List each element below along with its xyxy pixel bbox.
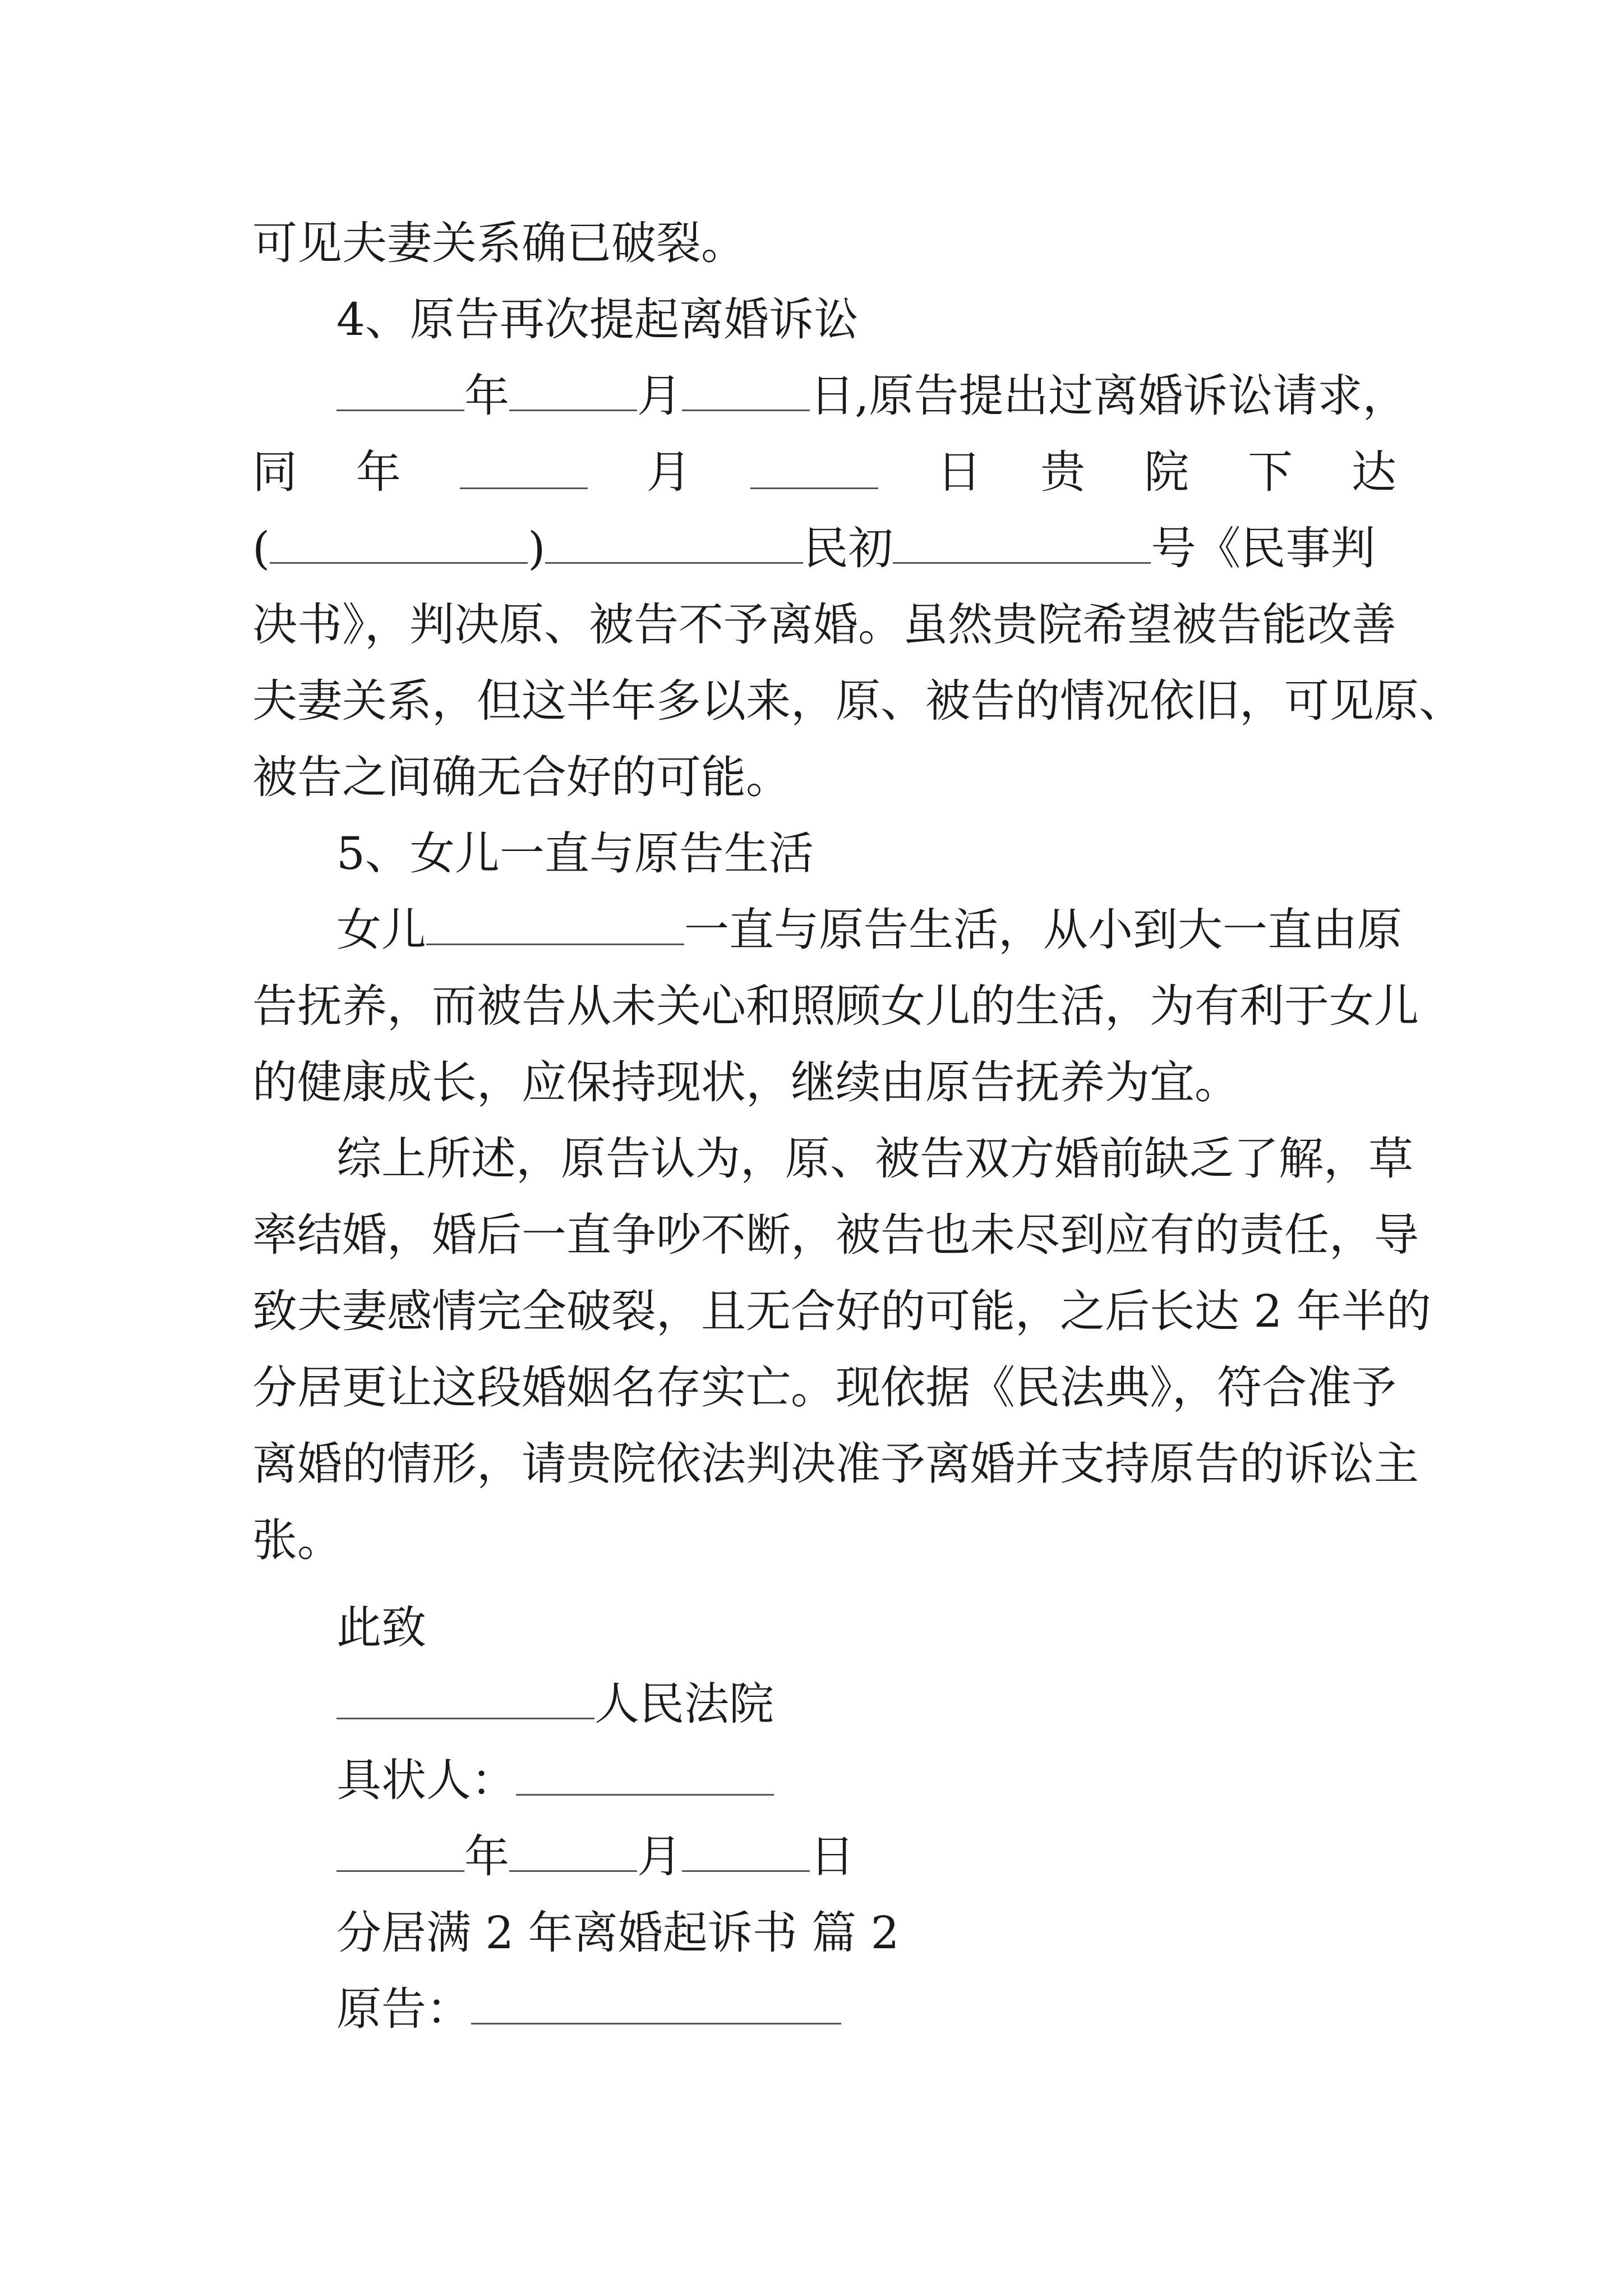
paragraph-line: 的健康成长，应保持现状，继续由原告抚养为宜。 <box>252 1056 1239 1108</box>
blank-day <box>682 372 810 411</box>
text-fragment: 月 <box>637 1830 682 1883</box>
court-addressee <box>336 1665 1396 1743</box>
paragraph-line <box>252 433 1396 512</box>
paragraph-line: 致夫妻感情完全破裂，且无合好的可能，之后长达 2 年半的 <box>252 1285 1431 1337</box>
text-fragment: 日,原告提出过离婚诉讼请求， <box>810 370 1408 422</box>
blank-case-year <box>270 525 528 564</box>
text-fragment: 年 <box>464 1830 509 1883</box>
paragraph-line: 张。 <box>252 1514 342 1566</box>
text-fragment: 原告： <box>336 1983 471 2035</box>
text-fragment: 月 <box>646 446 691 498</box>
paragraph-line <box>336 891 1402 969</box>
document-title: 分居满 2 年离婚起诉书 篇 2 <box>336 1907 900 1959</box>
paragraph-line: 可见夫妻关系确已破裂。 <box>252 217 746 269</box>
paragraph-line: 告抚养，而被告从未关心和照顾女儿的生活，为有利于女儿 <box>252 980 1419 1032</box>
blank-case-number <box>893 525 1151 564</box>
text-fragment: 具状人： <box>336 1754 516 1806</box>
salutation: 此致 <box>336 1602 426 1654</box>
blank-sign-year <box>336 1833 464 1872</box>
text-fragment: 年 <box>464 370 509 422</box>
blank-daughter-name <box>426 907 684 945</box>
blank-year <box>336 372 464 411</box>
text-fragment: 一直与原告生活，从小到大一直由原 <box>684 904 1402 956</box>
paragraph-line: 夫妻关系，但这半年多以来，原、被告的情况依旧，可见原、 <box>252 675 1464 727</box>
text-fragment: ) <box>528 522 546 574</box>
paragraph-line <box>336 357 1408 435</box>
blank-month <box>509 372 637 411</box>
text-fragment: 下 <box>1248 446 1293 498</box>
paragraph-line: 分居更让这段婚姻名存实亡。现依据《民法典》，符合准予 <box>252 1361 1396 1414</box>
text-fragment: 女儿 <box>336 904 426 956</box>
paragraph-line <box>252 509 1396 588</box>
text-fragment: ( <box>252 522 270 574</box>
blank-day-same-year <box>750 450 878 489</box>
section-heading: 4、原告再次提起离婚诉讼 <box>336 293 859 346</box>
signature-date <box>336 1818 1396 1896</box>
signatory <box>336 1741 1396 1820</box>
text-fragment: 日 <box>937 446 982 498</box>
paragraph-line: 综上所述，原告认为，原、被告双方婚前缺乏了解，草 <box>336 1133 1413 1185</box>
paragraph-line: 被告之间确无合好的可能。 <box>252 751 791 803</box>
text-fragment: 人民法院 <box>594 1678 774 1730</box>
paragraph-line: 率结婚，婚后一直争吵不断，被告也未尽到应有的责任，导 <box>252 1209 1419 1261</box>
text-fragment: 贵 <box>1040 446 1086 498</box>
blank-sign-day <box>682 1833 810 1872</box>
blank-signatory-name <box>516 1757 774 1796</box>
paragraph-line: 离婚的情形，请贵院依法判决准予离婚并支持原告的诉讼主 <box>252 1438 1419 1490</box>
text-fragment: 达 <box>1351 446 1396 498</box>
text-fragment: 年 <box>356 446 401 498</box>
text-fragment: 日 <box>810 1830 855 1883</box>
blank-month-same-year <box>460 450 588 489</box>
blank-court-code <box>545 525 803 564</box>
text-fragment: 民初 <box>803 522 893 574</box>
text-fragment: 号《民事判 <box>1151 522 1376 574</box>
blank-plaintiff-name <box>471 1986 841 2024</box>
section-heading: 5、女儿一直与原告生活 <box>336 827 814 880</box>
text-fragment: 月 <box>637 370 682 422</box>
text-fragment: 院 <box>1144 446 1189 498</box>
plaintiff-line <box>336 1970 1396 2049</box>
paragraph-line: 决书》，判决原、被告不予离婚。虽然贵院希望被告能改善 <box>252 599 1396 651</box>
text-fragment: 同 <box>252 446 297 498</box>
blank-court-name <box>336 1681 594 1719</box>
blank-sign-month <box>509 1833 637 1872</box>
